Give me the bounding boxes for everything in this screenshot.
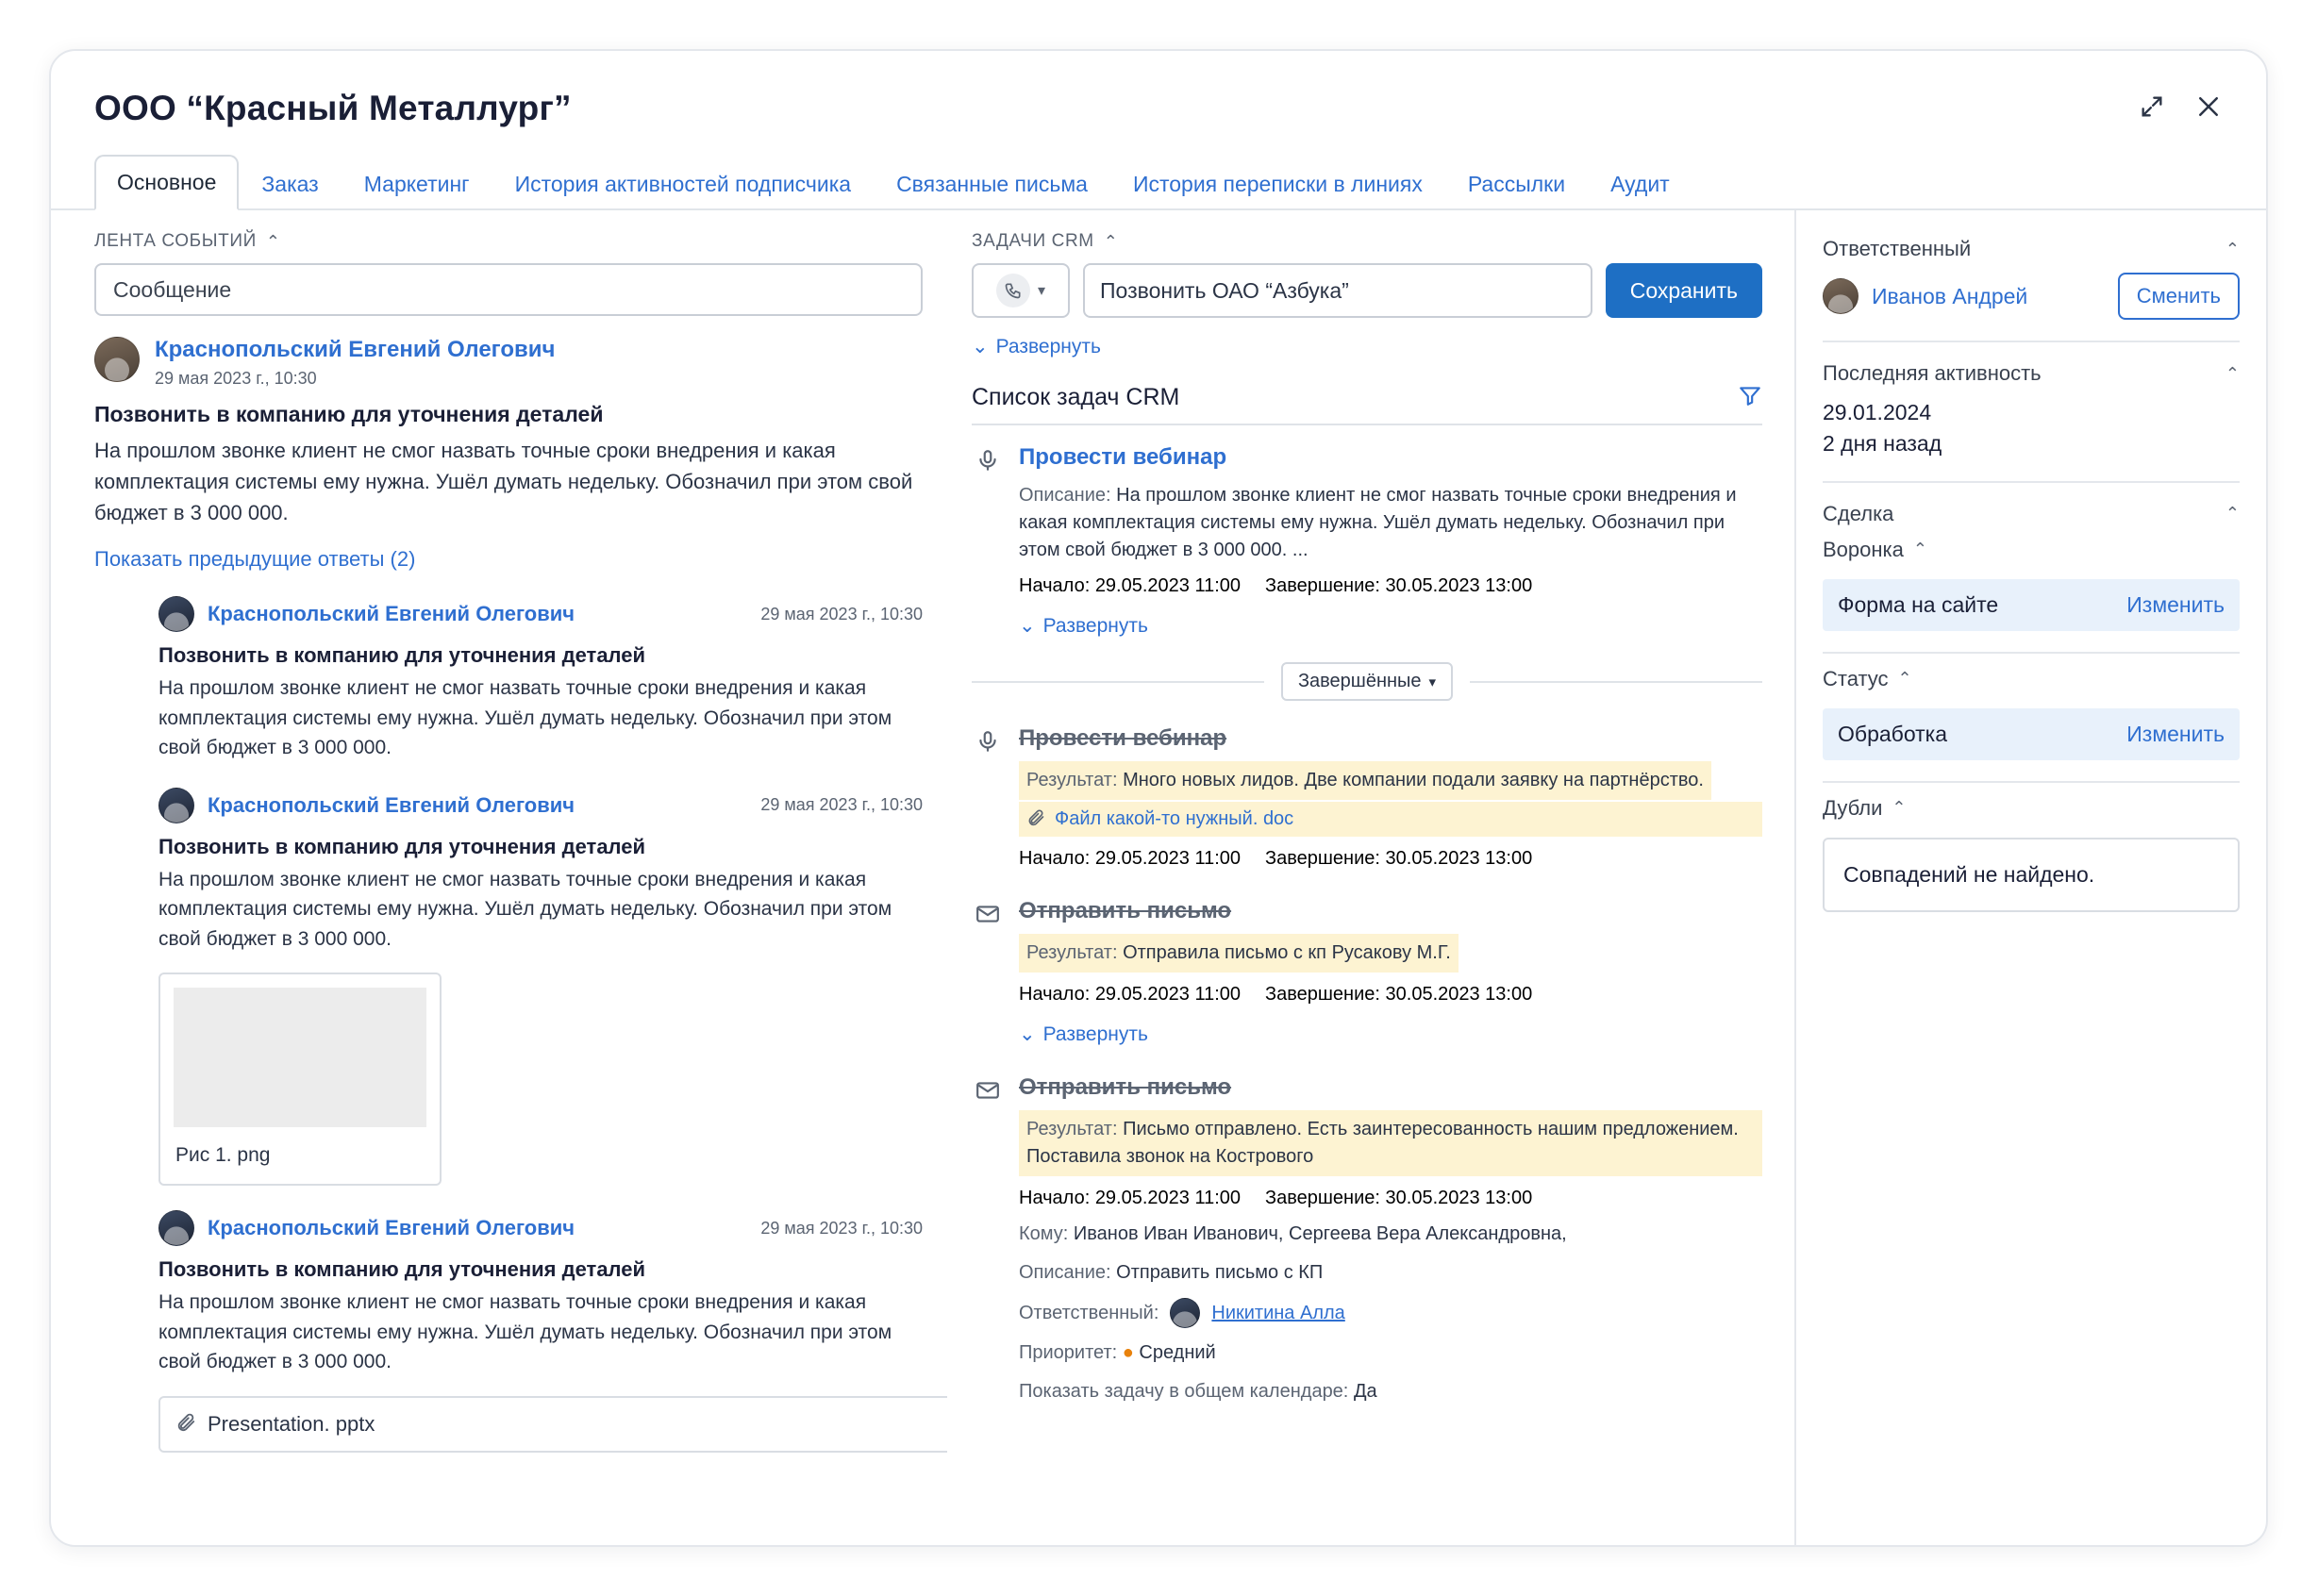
tab-subscriber-activity-history[interactable]: История активностей подписчика: [514, 172, 852, 196]
reply-title: Позвонить в компанию для уточнения деталей: [158, 834, 646, 858]
reply-title: Позвонить в компанию для уточнения деталей: [158, 1257, 646, 1281]
expand-icon[interactable]: [2136, 91, 2168, 123]
start-label: Начало:: [1019, 848, 1091, 869]
duplicates-header[interactable]: [1823, 796, 2240, 832]
attachment-row[interactable]: [158, 1396, 947, 1453]
task-calendar-flag: [1019, 1378, 1762, 1405]
finish-label: Завершение:: [1265, 575, 1380, 596]
finish-value: 30.05.2023 13:00: [1385, 575, 1533, 596]
chevron-down-icon: ⌄: [1019, 1023, 1036, 1045]
task-responsible: [1019, 1298, 1762, 1328]
finish-label: Завершение:: [1265, 848, 1380, 869]
avatar: [158, 596, 194, 632]
call-icon: [996, 274, 1030, 308]
task-name[interactable]: Провести вебинар: [1019, 725, 1227, 751]
finish-label: Завершение:: [1265, 984, 1380, 1005]
description-label: Описание:: [1019, 1262, 1111, 1283]
reply-text: На прошлом звонке клиент не смог назвать точные сроки внедрения и какая комплектация системы ему нужна. Ушёл думать недельку. Обозначил при этом свой бюджет в 3 000 000.: [158, 1291, 892, 1372]
priority-value: Средний: [1139, 1342, 1216, 1363]
last-activity-header[interactable]: [1823, 356, 2240, 397]
task-list-title: Список задач CRM: [972, 384, 1180, 410]
tab-related-emails[interactable]: Связанные письма: [896, 172, 1088, 196]
start-value: 29.05.2023 11:00: [1094, 984, 1242, 1005]
task-description: [1019, 482, 1762, 564]
avatar: [94, 337, 140, 382]
tab-mailings[interactable]: Рассылки: [1467, 172, 1566, 196]
attachment-preview-image: [174, 988, 426, 1127]
task-priority: [1019, 1339, 1762, 1367]
finish-value: 30.05.2023 13:00: [1385, 1188, 1533, 1208]
contact-card-window: [49, 49, 2268, 1547]
post-timestamp: 29 мая 2023 г., 10:30: [155, 369, 317, 388]
responsible-value[interactable]: Никитина Алла: [1211, 1302, 1345, 1323]
funnel-change-link[interactable]: Изменить: [2126, 591, 2225, 617]
tab-osnovnoe[interactable]: Основное: [94, 155, 239, 210]
start-label: Начало:: [1019, 1188, 1091, 1208]
start-value: 29.05.2023 11:00: [1094, 848, 1242, 869]
task-name[interactable]: Провести вебинар: [1019, 444, 1227, 470]
reply-author[interactable]: Краснопольский Евгений Олегович: [208, 792, 575, 817]
divider: [1823, 652, 2240, 654]
mail-icon: [972, 898, 1004, 930]
task-body: [1019, 444, 1762, 638]
result-label: Результат:: [1026, 942, 1118, 963]
responsible-caption: Ответственный: [1823, 237, 1972, 260]
feed-list: [94, 337, 923, 1453]
page-title: ООО “Красный Металлург”: [94, 89, 572, 127]
mail-icon: [972, 1074, 1004, 1106]
expand-task-link[interactable]: [1019, 614, 1762, 638]
status-field[interactable]: [1823, 708, 2240, 760]
task-item[interactable]: [972, 879, 1762, 1056]
completed-label: Завершённые: [1297, 671, 1422, 691]
result-value: Письмо отправлено. Есть заинтересованность нашим предложением. Поставила звонок на Кострового: [1026, 1119, 1739, 1167]
paperclip-icon: [1026, 807, 1045, 831]
window-header: [51, 51, 2266, 128]
status-value: Обработка: [1838, 721, 1947, 746]
last-activity-caption: Последняя активность: [1823, 361, 2042, 385]
task-name[interactable]: Отправить письмо: [1019, 898, 1232, 923]
deal-caption: Сделка: [1823, 501, 1894, 525]
expand-new-task-link[interactable]: [972, 335, 1762, 358]
microphone-icon: [972, 444, 1004, 476]
result-value: Много новых лидов. Две компании подали заявку на партнёрство.: [1123, 770, 1704, 790]
funnel-value: Форма на сайте: [1838, 591, 1999, 617]
avatar: [158, 788, 194, 823]
reply-text: На прошлом звонке клиент не смог назвать точные сроки внедрения и какая комплектация системы ему нужна. Ушёл думать недельку. Обозначил при этом свой бюджет в 3 000 000.: [158, 677, 892, 758]
reply-timestamp: 29 мая 2023 г., 10:30: [760, 1218, 923, 1238]
start-value: 29.05.2023 11:00: [1094, 1188, 1242, 1208]
expand-task-link[interactable]: [1019, 1022, 1762, 1046]
window-body: [51, 210, 2266, 1545]
show-in-calendar-value: Да: [1353, 1381, 1377, 1402]
last-activity-relative: 2 дня назад: [1823, 431, 1942, 457]
status-change-link[interactable]: Изменить: [2126, 721, 2225, 746]
feed-post-header: [94, 337, 923, 389]
events-feed-column: [51, 210, 947, 1545]
divider: [972, 681, 1264, 683]
start-label: Начало:: [1019, 575, 1091, 596]
task-body: [1019, 1074, 1762, 1405]
chevron-down-icon: ⌄: [1019, 615, 1036, 637]
task-dates: [1019, 1188, 1762, 1209]
responsible-label: Ответственный:: [1019, 1302, 1159, 1323]
chevron-down-icon: ⌄: [972, 336, 989, 357]
paperclip-icon: [175, 1411, 196, 1438]
file-link[interactable]: Файл какой-то нужный. doc: [1055, 808, 1294, 829]
status-caption: Статус: [1823, 666, 1889, 690]
attachment-thumbnail-card[interactable]: [158, 973, 442, 1186]
task-body: [1019, 725, 1762, 870]
deal-header[interactable]: [1823, 496, 2240, 538]
window-controls: [2136, 91, 2225, 123]
start-label: Начало:: [1019, 984, 1091, 1005]
reply-header: [158, 596, 923, 632]
attachment-name: Presentation. pptx: [208, 1411, 375, 1436]
tab-bar: [51, 153, 2266, 210]
task-file[interactable]: [1019, 802, 1762, 837]
to-label: Кому:: [1019, 1223, 1069, 1244]
reply-text: На прошлом звонке клиент не смог назвать точные сроки внедрения и какая комплектация системы ему нужна. Ушёл думать недельку. Обозначил при этом свой бюджет в 3 000 000.: [158, 868, 892, 950]
chevron-up-icon[interactable]: ⌃: [2225, 504, 2240, 524]
task-item[interactable]: [972, 707, 1762, 879]
post-text: На прошлом звонке клиент не смог назвать точные сроки внедрения и какая комплектация системы ему нужна. Ушёл думать недельку. Обозначил при этом свой бюджет в 3 000 000.: [94, 439, 913, 524]
duplicates-empty-state: Совпадений не найдено.: [1823, 838, 2240, 912]
avatar: [1170, 1298, 1200, 1328]
responsible-row: [1823, 273, 2240, 320]
feed-caption: [94, 231, 923, 252]
show-previous-replies-link[interactable]: Показать предыдущие ответы (2): [94, 547, 416, 571]
task-description: [1019, 1259, 1762, 1287]
responsible-section-header[interactable]: [1823, 231, 2240, 273]
funnel-field[interactable]: [1823, 579, 2240, 631]
filter-icon[interactable]: [1738, 383, 1762, 412]
tab-marketing[interactable]: Маркетинг: [363, 172, 470, 196]
tab-line-chat-history[interactable]: История переписки в линиях: [1132, 172, 1423, 196]
task-result: [1019, 1110, 1762, 1176]
result-label: Результат:: [1026, 1119, 1118, 1139]
close-icon[interactable]: [2192, 91, 2225, 123]
task-result: [1019, 761, 1711, 800]
finish-label: Завершение:: [1265, 1188, 1380, 1208]
expand-label: Развернуть: [1042, 614, 1148, 637]
result-value: Отправила письмо с кп Русакову М.Г.: [1123, 942, 1451, 963]
divider: [1823, 341, 2240, 342]
finish-value: 30.05.2023 13:00: [1385, 984, 1533, 1005]
details-sidebar: [1794, 210, 2266, 1545]
task-body: [1019, 898, 1762, 1046]
avatar: [1823, 278, 1859, 314]
divider: [1823, 481, 2240, 483]
result-label: Результат:: [1026, 770, 1118, 790]
chevron-up-icon[interactable]: ⌃: [1912, 540, 1927, 559]
attachment-name: Рис 1. png: [175, 1144, 271, 1166]
new-task-bar: [972, 263, 1762, 318]
feed-caption-label: ЛЕНТА СОБЫТИЙ: [94, 231, 257, 251]
task-item[interactable]: [972, 1056, 1762, 1415]
completed-toggle[interactable]: [1281, 662, 1453, 701]
description-value: На прошлом звонке клиент не смог назвать точные сроки внедрения и какая комплектация системы ему нужна. Ушёл думать недельку. Обозначил при этом свой бюджет в 3 000 000. ...: [1019, 485, 1737, 560]
reply-timestamp: 29 мая 2023 г., 10:30: [760, 604, 923, 623]
chevron-up-icon[interactable]: ⌃: [2225, 239, 2240, 258]
task-result: [1019, 934, 1459, 973]
new-task-input[interactable]: [1083, 263, 1592, 318]
chevron-up-icon[interactable]: ⌃: [1897, 669, 1912, 689]
last-activity-date: 29.01.2024: [1823, 400, 1932, 424]
list-item: [158, 596, 923, 763]
chevron-down-icon: ▾: [1037, 283, 1046, 299]
chevron-up-icon[interactable]: ⌃: [1892, 798, 1907, 818]
task-list-header: [972, 383, 1762, 425]
microphone-icon: [972, 725, 1004, 757]
show-in-calendar-label: Показать задачу в общем календаре:: [1019, 1381, 1349, 1402]
funnel-header[interactable]: [1823, 538, 2240, 574]
tab-audit[interactable]: Аудит: [1610, 172, 1670, 196]
avatar: [158, 1210, 194, 1246]
divider: [1823, 781, 2240, 783]
post-author[interactable]: Краснопольский Евгений Олегович: [155, 337, 556, 362]
description-label: Описание:: [1019, 485, 1111, 506]
description-value: Отправить письмо с КП: [1116, 1262, 1324, 1283]
crm-caption-label: ЗАДАЧИ CRM: [972, 231, 1094, 251]
reply-header: [158, 788, 923, 823]
to-value: Иванов Иван Иванович, Сергеева Вера Александровна,: [1073, 1223, 1567, 1244]
list-item: [158, 1210, 923, 1453]
task-dates: [1019, 575, 1762, 597]
message-input[interactable]: [94, 263, 923, 316]
expand-label: Развернуть: [1042, 1022, 1148, 1045]
responsible-name[interactable]: Иванов Андрей: [1872, 283, 2028, 308]
crm-caption: [972, 231, 1762, 252]
change-responsible-button[interactable]: Сменить: [2118, 273, 2240, 320]
task-recipients: [1019, 1221, 1762, 1248]
priority-dot-icon: ●: [1122, 1342, 1134, 1363]
task-dates: [1019, 984, 1762, 1006]
priority-label: Приоритет:: [1019, 1342, 1118, 1363]
tab-zakaz[interactable]: Заказ: [261, 172, 319, 196]
save-button[interactable]: Сохранить: [1606, 263, 1762, 318]
expand-label: Развернуть: [995, 335, 1101, 357]
chevron-up-icon[interactable]: ⌃: [265, 231, 281, 251]
reply-timestamp: 29 мая 2023 г., 10:30: [760, 795, 923, 814]
start-value: 29.05.2023 11:00: [1094, 575, 1242, 596]
reply-author[interactable]: Краснопольский Евгений Олегович: [208, 1216, 575, 1239]
chevron-down-icon: ▾: [1428, 673, 1437, 690]
task-type-select[interactable]: [972, 263, 1070, 318]
crm-tasks-column: [947, 210, 1794, 1545]
chevron-up-icon[interactable]: ⌃: [2225, 363, 2240, 383]
task-dates: [1019, 848, 1762, 870]
chevron-up-icon[interactable]: ⌃: [1103, 231, 1119, 251]
finish-value: 30.05.2023 13:00: [1385, 848, 1533, 869]
status-header[interactable]: [1823, 667, 2240, 703]
task-name[interactable]: Отправить письмо: [1019, 1074, 1232, 1100]
completed-divider: [972, 662, 1762, 701]
post-title: Позвонить в компанию для уточнения деталей: [94, 402, 604, 426]
reply-header: [158, 1210, 923, 1246]
duplicates-caption: Дубли: [1823, 795, 1883, 820]
task-item[interactable]: [972, 425, 1762, 647]
divider: [1470, 681, 1762, 683]
list-item: [158, 788, 923, 1187]
reply-title: Позвонить в компанию для уточнения деталей: [158, 643, 646, 667]
funnel-caption: Воронка: [1823, 537, 1904, 561]
reply-author[interactable]: Краснопольский Евгений Олегович: [208, 602, 575, 625]
